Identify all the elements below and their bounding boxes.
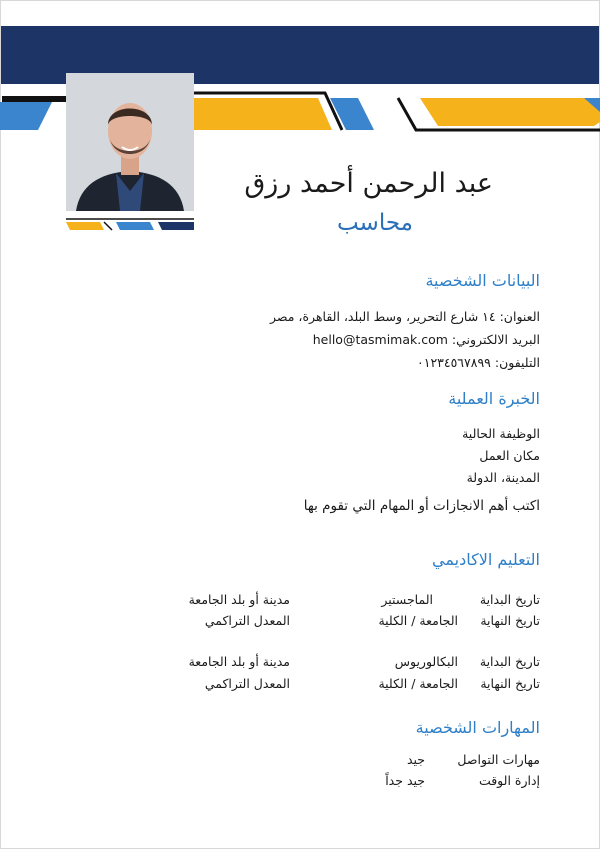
edu2-university: الجامعة / الكلية bbox=[378, 676, 458, 691]
person-name: عبد الرحمن أحمد رزق bbox=[244, 168, 493, 199]
job-title: محاسب bbox=[336, 210, 413, 236]
section-title-experience: الخبرة العملية bbox=[448, 389, 540, 408]
address-row bbox=[270, 309, 540, 324]
edu2-gpa: المعدل التراكمي bbox=[204, 676, 290, 691]
skill-1-level: جيد bbox=[406, 752, 425, 767]
edu2-degree: البكالوريوس bbox=[394, 654, 458, 669]
profile-photo bbox=[66, 73, 194, 211]
section-title-skills: المهارات الشخصية bbox=[415, 718, 540, 737]
experience-description: اكتب أهم الانجازات أو المهام التي تقوم بها bbox=[303, 498, 540, 514]
phone-label: التليفون: bbox=[494, 355, 540, 370]
email-row bbox=[313, 332, 540, 347]
edu1-location: مدينة أو بلد الجامعة bbox=[188, 592, 290, 607]
edu2-start-label: تاريخ البداية bbox=[479, 654, 540, 669]
phone-value: ٠١٢٣٤٥٦٧٨٩٩ bbox=[417, 355, 491, 370]
city-country: المدينة، الدولة bbox=[466, 470, 540, 485]
edu1-gpa: المعدل التراكمي bbox=[204, 613, 290, 628]
phone-row bbox=[417, 355, 540, 370]
email-value[interactable]: hello@tasmimak.com bbox=[312, 332, 448, 347]
edu2-location: مدينة أو بلد الجامعة bbox=[188, 654, 290, 669]
section-title-education: التعليم الاكاديمي bbox=[432, 550, 540, 569]
address-value: ١٤ شارع التحرير، وسط البلد، القاهرة، مصر bbox=[270, 309, 496, 324]
skill-2-name: إدارة الوقت bbox=[478, 773, 540, 788]
edu1-university: الجامعة / الكلية bbox=[378, 613, 458, 628]
skill-1-name: مهارات التواصل bbox=[457, 752, 540, 767]
address-label: العنوان: bbox=[499, 309, 540, 324]
edu1-degree: الماجستير bbox=[381, 592, 433, 607]
edu2-end-label: تاريخ النهاية bbox=[480, 676, 540, 691]
email-label: البريد الالكتروني: bbox=[451, 332, 540, 347]
person-avatar-icon bbox=[66, 73, 194, 211]
current-job: الوظيفة الحالية bbox=[462, 426, 540, 441]
edu1-start-label: تاريخ البداية bbox=[479, 592, 540, 607]
workplace: مكان العمل bbox=[479, 448, 540, 463]
edu1-end-label: تاريخ النهاية bbox=[480, 613, 540, 628]
skill-2-level: جيد جداً bbox=[385, 773, 425, 788]
section-title-personal: البيانات الشخصية bbox=[425, 271, 540, 290]
